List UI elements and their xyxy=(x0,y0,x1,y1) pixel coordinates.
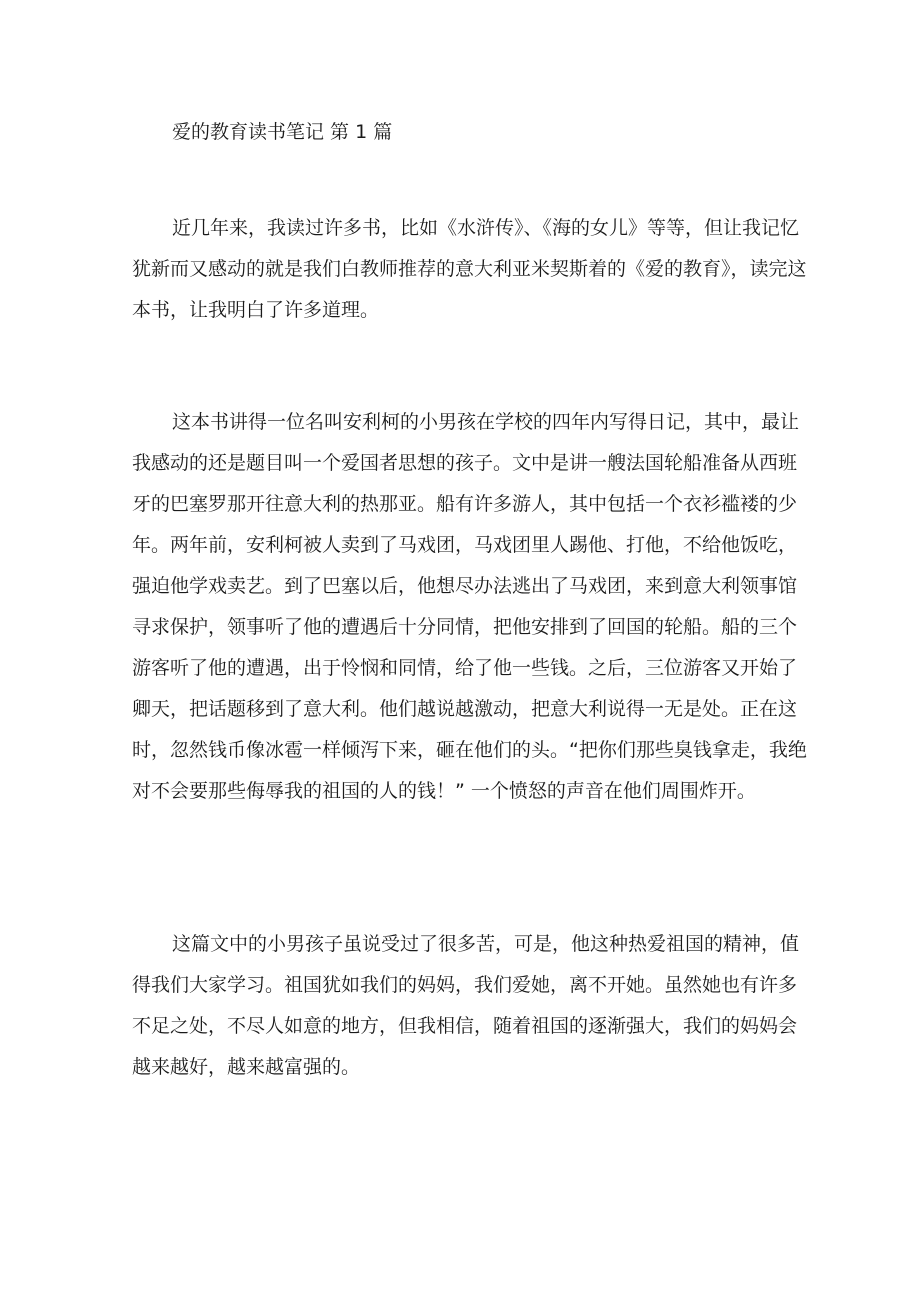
paragraph-line: 犹新而又感动的就是我们白教师推荐的意大利亚米契斯着的《爱的教育》，读完这 xyxy=(132,258,807,280)
paragraph-2 xyxy=(132,402,807,812)
paragraph-line: 寻求保护，领事听了他的遭遇后十分同情，把他安排到了回国的轮船。船的三个 xyxy=(132,616,798,638)
paragraph-1 xyxy=(132,208,807,331)
paragraph-line: 卿天，把话题移到了意大利。他们越说越激动，把意大利说得一无是处。正在这 xyxy=(132,698,798,720)
paragraph-line: 得我们大家学习。祖国犹如我们的妈妈，我们爱她，离不开她。虽然她也有许多 xyxy=(132,974,798,996)
paragraph-line: 对不会要那些侮辱我的祖国的人的钱！” 一个愤怒的声音在他们周围炸开。 xyxy=(132,780,756,802)
paragraph-line: 我感动的还是题目叫一个爱国者思想的孩子。文中是讲一艘法国轮船准备从西班 xyxy=(132,452,798,474)
paragraph-line: 不足之处，不尽人如意的地方，但我相信，随着祖国的逐渐强大，我们的妈妈会 xyxy=(132,1015,798,1037)
document-title: 爱的教育读书笔记 第 1 篇 xyxy=(172,121,393,143)
paragraph-line: 近几年来，我读过许多书，比如《水浒传》、《海的女儿》等等，但让我记忆 xyxy=(172,217,800,239)
paragraph-line: 年。两年前，安利柯被人卖到了马戏团，马戏团里人踢他、打他，不给他饭吃， xyxy=(132,534,798,556)
paragraph-line: 时，忽然钱币像冰雹一样倾泻下来，砸在他们的头。“把你们那些臭钱拿走，我绝 xyxy=(132,739,807,761)
paragraph-line: 牙的巴塞罗那开往意大利的热那亚。船有许多游人，其中包括一个衣衫褴褛的少 xyxy=(132,493,798,515)
paragraph-line: 这本书讲得一位名叫安利柯的小男孩在学校的四年内写得日记，其中，最让 xyxy=(172,411,800,433)
paragraph-3 xyxy=(132,924,800,1088)
paragraph-line: 游客听了他的遭遇，出于怜悯和同情，给了他一些钱。之后，三位游客又开始了 xyxy=(132,657,798,679)
paragraph-line: 越来越好，越来越富强的。 xyxy=(132,1056,361,1078)
paragraph-line: 强迫他学戏卖艺。到了巴塞以后，他想尽办法逃出了马戏团，来到意大利领事馆 xyxy=(132,575,798,597)
paragraph-line: 本书，让我明白了许多道理。 xyxy=(132,299,380,321)
paragraph-line: 这篇文中的小男孩子虽说受过了很多苦，可是，他这种热爱祖国的精神，值 xyxy=(172,933,800,955)
